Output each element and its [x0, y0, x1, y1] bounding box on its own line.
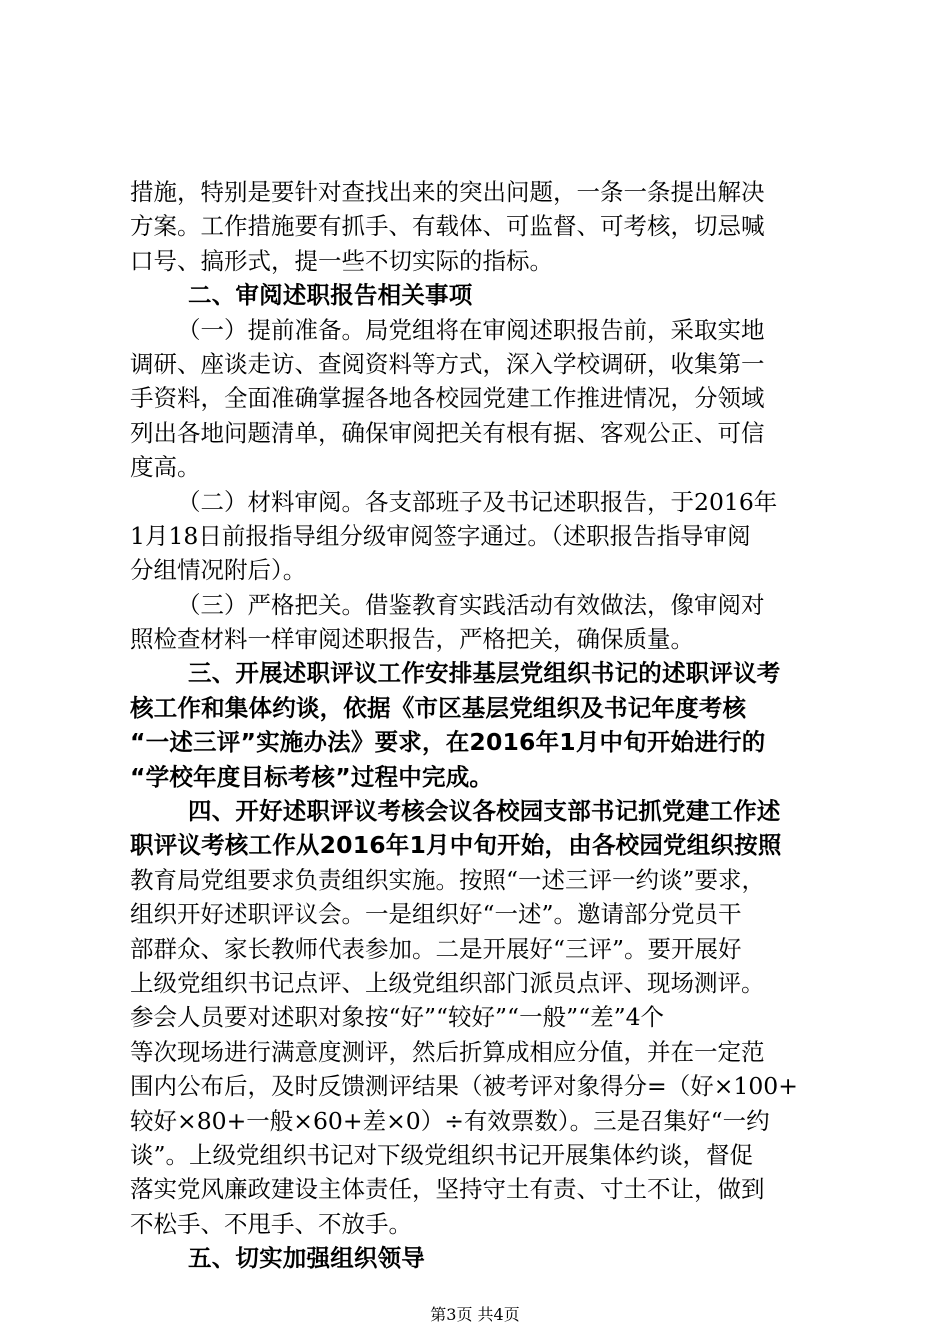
text-line: 1月18日前报指导组分级审阅签字通过。（述职报告指导审阅: [130, 521, 751, 550]
text-line: 较好×80+一般×60+差×0）÷有效票数）。三是召集好“一约: [130, 1106, 770, 1135]
heading-line: 三、开展述职评议工作安排基层党组织书记的述职评议考: [188, 659, 781, 688]
heading-line: 核工作和集体约谈，依据《市区基层党组织及书记年度考核: [130, 693, 747, 722]
text-line: 度高。: [130, 453, 201, 482]
text-line: 口号、搞形式，提一些不切实际的指标。: [130, 246, 553, 275]
text-line: 落实党风廉政建设主体责任，坚持守土有责、寸土不让，做到: [130, 1175, 765, 1204]
heading-line: “一述三评”实施办法》要求，在2016年1月中旬开始进行的: [130, 728, 766, 757]
text-line: 分组情况附后）。: [130, 556, 307, 585]
text-line: （一）提前准备。局党组将在审阅述职报告前，采取实地: [177, 315, 765, 344]
text-line: （三）严格把关。借鉴教育实践活动有效做法，像审阅对: [177, 590, 765, 619]
heading-line: 五、切实加强组织领导: [188, 1244, 425, 1273]
text-line: 组织开好述职评议会。一是组织好“一述”。邀请部分党员干: [130, 900, 742, 929]
heading-line: 四、开好述职评议考核会议各校园支部书记抓党建工作述: [188, 797, 781, 826]
text-line: 措施，特别是要针对查找出来的突出问题，一条一条提出解决: [130, 178, 765, 206]
text-line: 方案。工作措施要有抓手、有载体、可监督、可考核，切忌喊: [130, 212, 765, 241]
text-line: 手资料，全面准确掌握各地各校园党建工作推进情况，分领域: [130, 384, 765, 413]
page-footer: 第3页 共4页: [430, 1305, 520, 1324]
text-line: 参会人员要对述职对象按“好”“较好”“一般”“差”4个: [130, 1003, 665, 1032]
heading-line: 二、审阅述职报告相关事项: [188, 281, 473, 310]
text-line: 围内公布后，及时反馈测评结果（被考评对象得分=（好×100+: [130, 1072, 798, 1101]
heading-line: “学校年度目标考核”过程中完成。: [130, 762, 494, 791]
text-line: 等次现场进行满意度测评，然后折算成相应分值，并在一定范: [130, 1037, 765, 1066]
text-line: （二）材料审阅。各支部班子及书记述职报告，于2016年: [177, 487, 778, 516]
text-line: 教育局党组要求负责组织实施。按照“一述三评一约谈”要求，: [130, 865, 766, 894]
text-line: 上级党组织书记点评、上级党组织部门派员点评、现场测评。: [130, 968, 765, 997]
text-line: 不松手、不甩手、不放手。: [130, 1209, 412, 1238]
text-line: 部群众、家长教师代表参加。二是开展好“三评”。要开展好: [130, 934, 742, 963]
text-line: 列出各地问题清单，确保审阅把关有根有据、客观公正、可信: [130, 418, 765, 447]
document-body: [130, 175, 830, 1276]
heading-line: 职评议考核工作从2016年1月中旬开始，由各校园党组织按照: [130, 831, 782, 860]
text-line: 谈”。上级党组织书记对下级党组织书记开展集体约谈，督促: [130, 1140, 754, 1169]
text-line: 调研、座谈走访、查阅资料等方式，深入学校调研，收集第一: [130, 349, 765, 378]
text-line: 照检查材料一样审阅述职报告，严格把关，确保质量。: [130, 625, 694, 654]
